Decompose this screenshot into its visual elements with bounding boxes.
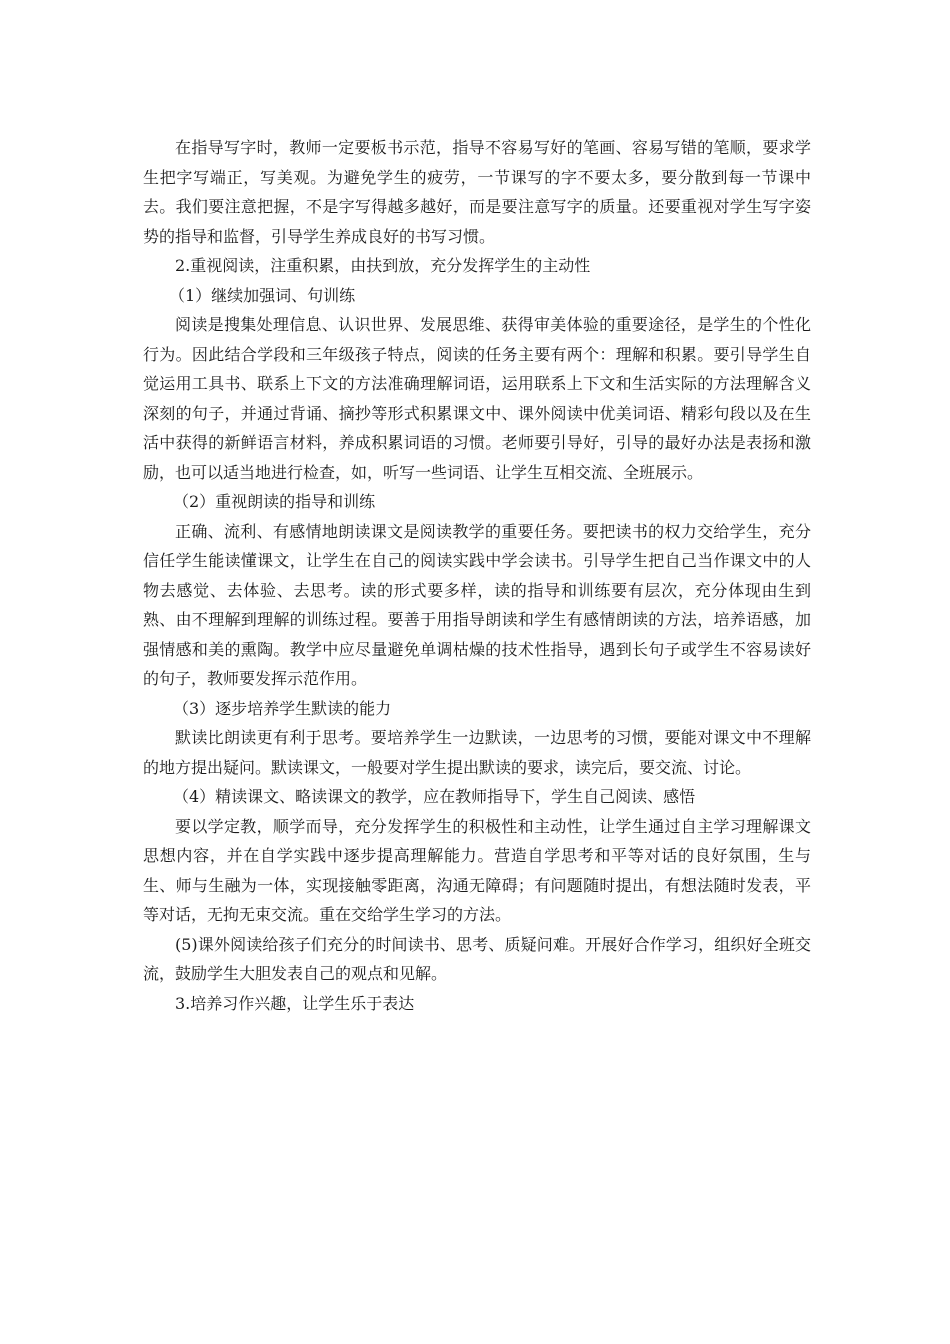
paragraph-reading-accumulation: 阅读是搜集处理信息、认识世界、发展思维、获得审美体验的重要途径，是学生的个性化行为。因此结合学段和三年级孩子特点，阅读的任务主要有两个：理解和积累。要引导学生自觉运用工具书、联系上下文的方法准确理解词语，运用联系上下文和生活实际的方法理解含义深刻的句子，并通过背诵、摘抄等形式积累课文中、课外阅读中优美词语、精彩句段以及在生活中获得的新鲜语言材料，养成积累词语的习惯。老师要引导好，引导的最好办法是表扬和激励，也可以适当地进行检查，如，听写一些词语、让学生互相交流、全班展示。: [143, 315, 811, 482]
section-heading-writing-interest: 3.培养习作兴趣，让学生乐于表达: [175, 993, 415, 1013]
document-page: [143, 133, 811, 1018]
subheading-intensive-reading: （4）精读课文、略读课文的教学，应在教师指导下，学生自己阅读、感悟: [173, 787, 696, 806]
paragraph-self-study: 要以学定教，顺学而导，充分发挥学生的积极性和主动性，让学生通过自主学习理解课文思想内容，并在自学实践中逐步提高理解能力。营造自学思考和平等对话的良好氛围，生与生、师与生融为一体，实现接触零距离，沟通无障碍；有问题随时提出，有想法随时发表，平等对话，无拘无束交流。重在交给学生学习的方法。: [143, 816, 811, 924]
paragraph-silent-reading: 默读比朗读更有利于思考。要培养学生一边默读，一边思考的习惯，要能对课文中不理解的地方提出疑问。默读课文，一般要对学生提出默读的要求，读完后，要交流、讨论。: [143, 728, 811, 777]
subheading-reading-aloud: （2）重视朗读的指导和训练: [173, 492, 376, 511]
paragraph-writing-guidance: 在指导写字时，教师一定要板书示范，指导不容易写好的笔画、容易写错的笔顺，要求学生把字写端正，写美观。为避免学生的疲劳，一节课写的字不要太多，要分散到每一节课中去。我们要注意把握，不是字写得越多越好，而是要注意写字的质量。还要重视对学生写字姿势的指导和监督，引导学生养成良好的书写习惯。: [143, 138, 811, 246]
subheading-silent-reading: （3）逐步培养学生默读的能力: [173, 698, 392, 718]
section-heading-reading: 2.重视阅读，注重积累，由扶到放，充分发挥学生的主动性: [175, 256, 591, 275]
subheading-word-sentence-training: （1）继续加强词、句训练: [169, 285, 356, 305]
paragraph-extracurricular-reading: (5)课外阅读给孩子们充分的时间读书、思考、质疑问难。开展好合作学习，组织好全班交流，鼓励学生大胆发表自己的观点和见解。: [143, 934, 811, 983]
paragraph-reading-aloud: 正确、流利、有感情地朗读课文是阅读教学的重要任务。要把读书的权力交给学生，充分信任学生能读懂课文，让学生在自己的阅读实践中学会读书。引导学生把自己当作课文中的人物去感觉、去体验、去思考。读的形式要多样，读的指导和训练要有层次，充分体现由生到熟、由不理解到理解的训练过程。要善于用指导朗读和学生有感情朗读的方法，培养语感，加强情感和美的熏陶。教学中应尽量避免单调枯燥的技术性指导，遇到长句子或学生不容易读好的句子，教师要发挥示范作用。: [143, 521, 811, 688]
